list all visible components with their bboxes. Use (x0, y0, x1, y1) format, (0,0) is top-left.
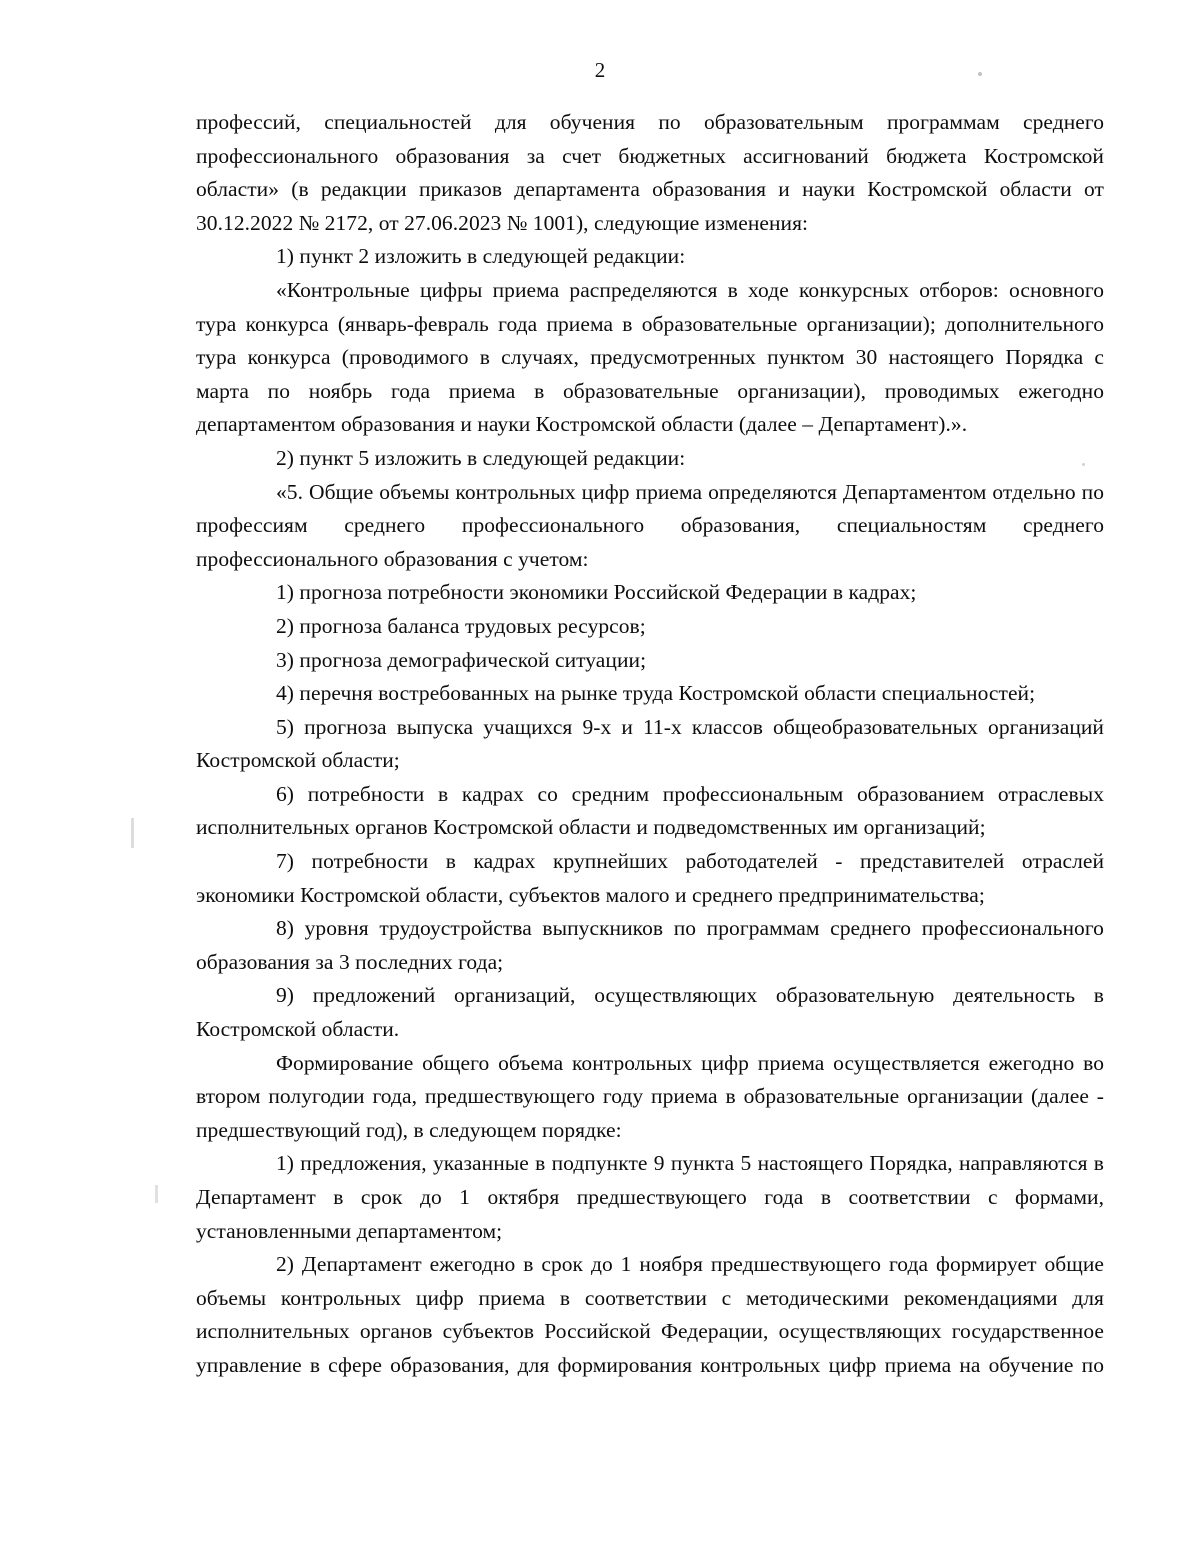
paragraph: 8) уровня трудоустройства выпускников по программам среднего профессионального образования за 3 последних года; (196, 916, 1104, 974)
paragraph: 5) прогноза выпуска учащихся 9-х и 11-х классов общеобразовательных организаций Костромской области; (196, 714, 1104, 773)
paragraph: 9) предложений организаций, осуществляющих образовательную деятельность в Костромской области. (196, 983, 1104, 1042)
paragraph: 1) прогноза потребности экономики Российской Федерации в кадрах; (276, 580, 917, 605)
paragraph: 1) предложения, указанные в подпункте 9 пункта 5 настоящего Порядка, направляются в Департамент в срок до 1 октября предшествующего года в соответствии с формами, установленными департаментом; (196, 1151, 1104, 1243)
paragraph: 2) Департамент ежегодно в срок до 1 ноября предшествующего года формирует общие объемы контрольных цифр приема в соответствии с методическими рекомендациями для исполнительных органов субъектов Российской Федерации, осуществляющих государственное управление в сфере образования, для формирования контрольных цифр приема на обучение по (196, 1252, 1104, 1377)
paragraph: 2) пункт 5 изложить в следующей редакции: (276, 445, 686, 470)
paragraph: 3) прогноза демографической ситуации; (276, 647, 647, 672)
scan-artifact-mark (155, 1185, 158, 1203)
paragraph: 6) потребности в кадрах со средним профессиональным образованием отраслевых исполнительных органов Костромской области и подведомственных им организаций; (196, 781, 1104, 840)
paragraph: 7) потребности в кадрах крупнейших работодателей - представителей отраслей экономики Костромской области, субъектов малого и среднего предпринимательства; (196, 849, 1104, 907)
paragraph: «Контрольные цифры приема распределяются в ходе конкурсных отборов: основного тура конкурса (январь-февраль года приема в образовательные организации); дополнительного тура конкурса (проводимого в случаях, предусмотренных пунктом 30 настоящего Порядка с марта по ноябрь года приема в образовательные организации), проводимых ежегодно департаментом образования и науки Костромской области (далее – Департамент).». (196, 277, 1104, 437)
paragraph: 2) прогноза баланса трудовых ресурсов; (276, 613, 646, 638)
paragraph: профессий, специальностей для обучения по образовательным программам среднего профессионального образования за счет бюджетных ассигнований бюджета Костромской области» (в редакции приказов департамента образования и науки Костромской области от 30.12.2022 № 2172, от 27.06.2023 № 1001), следующие изменения: (196, 110, 1104, 235)
scan-artifact-mark (131, 818, 134, 848)
page-number: 2 (594, 58, 606, 82)
paragraph: 4) перечня востребованных на рынке труда Костромской области специальностей; (276, 681, 1036, 706)
paragraph: 1) пункт 2 изложить в следующей редакции: (276, 244, 686, 269)
paragraph: Формирование общего объема контрольных цифр приема осуществляется ежегодно во втором полугодии года, предшествующего году приема в образовательные организации (далее - предшествующий год), в следующем порядке: (196, 1050, 1104, 1142)
document-body (196, 106, 1104, 1383)
scan-artifact-dot (978, 72, 982, 76)
paragraph: «5. Общие объемы контрольных цифр приема определяются Департаментом отдельно по профессиям среднего профессионального образования, специальностям среднего профессионального образования с учетом: (196, 479, 1104, 571)
